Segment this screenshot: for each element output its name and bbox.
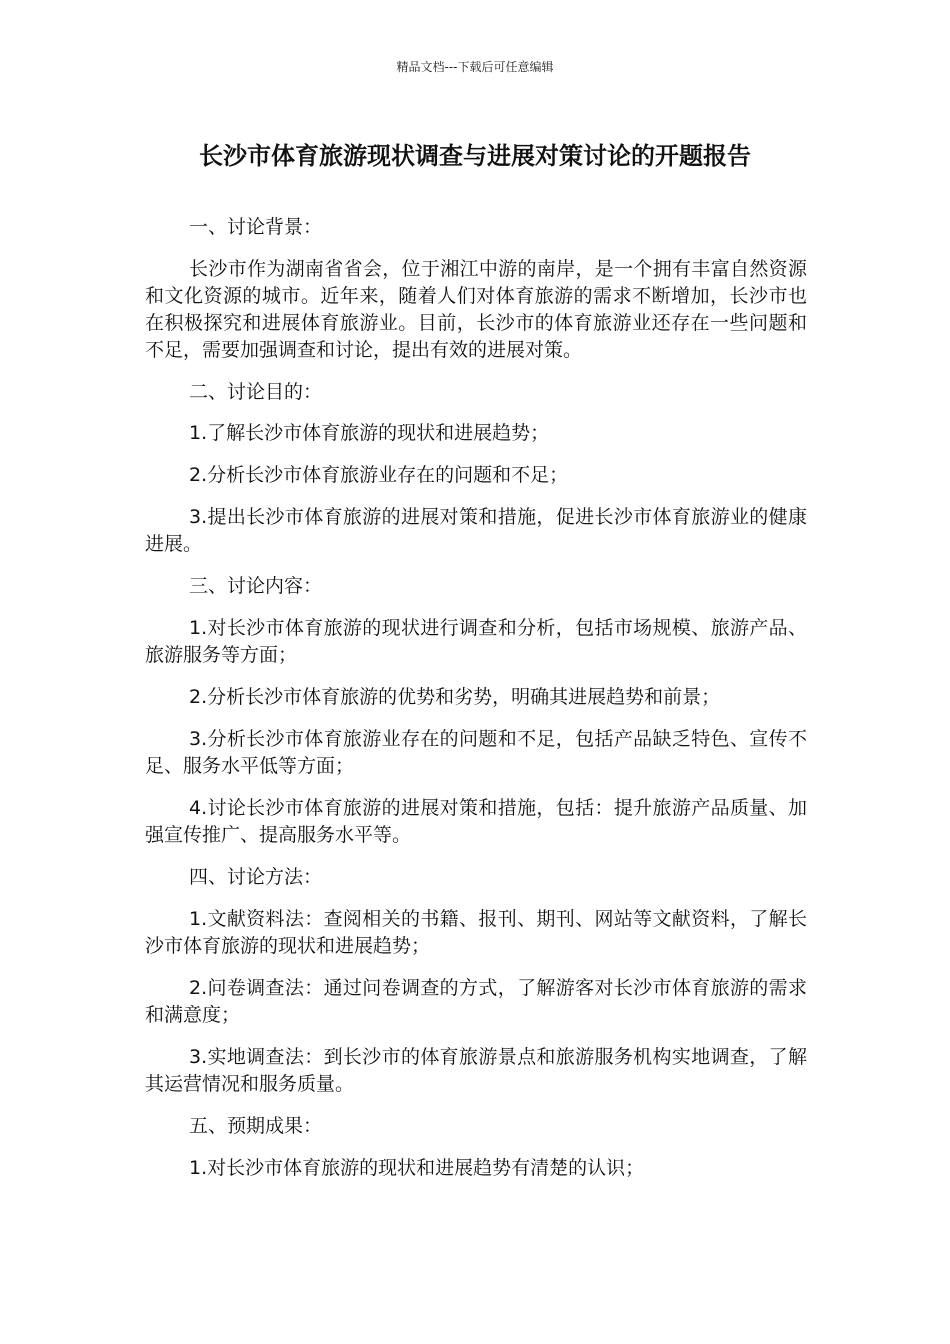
list-item-method-2: 2.问卷调查法：通过问卷调查的方式，了解游客对长沙市体育旅游的需求和满意度； <box>145 977 807 1026</box>
list-item-content-3: 3.分析长沙市体育旅游业存在的问题和不足，包括产品缺乏特色、宣传不足、服务水平低等方面； <box>145 728 807 777</box>
section-heading-methods: 四、讨论方法： <box>189 866 323 888</box>
list-item-purpose-3: 3.提出长沙市体育旅游的进展对策和措施，促进长沙市体育旅游业的健康进展。 <box>145 506 807 555</box>
list-item-method-1: 1.文献资料法：查阅相关的书籍、报刊、期刊、网站等文献资料，了解长沙市体育旅游的现状和进展趋势； <box>145 908 807 957</box>
section-heading-outcomes: 五、预期成果： <box>189 1115 323 1137</box>
section-heading-purpose: 二、讨论目的： <box>189 381 323 403</box>
list-item-purpose-1: 1.了解长沙市体育旅游的现状和进展趋势； <box>189 422 550 444</box>
list-item-purpose-2: 2.分析长沙市体育旅游业存在的问题和不足； <box>189 464 569 486</box>
list-item-outcome-1: 1.对长沙市体育旅游的现状和进展趋势有清楚的认识； <box>189 1157 645 1179</box>
list-item-method-3: 3.实地调查法：到长沙市的体育旅游景点和旅游服务机构实地调查，了解其运营情况和服务质量。 <box>145 1046 807 1095</box>
list-item-content-2: 2.分析长沙市体育旅游的优势和劣势，明确其进展趋势和前景； <box>189 686 721 708</box>
section-heading-content: 三、讨论内容： <box>189 575 323 597</box>
list-item-content-1: 1.对长沙市体育旅游的现状进行调查和分析，包括市场规模、旅游产品、旅游服务等方面； <box>145 617 807 666</box>
document-title: 长沙市体育旅游现状调查与进展对策讨论的开题报告 <box>199 142 751 170</box>
section-heading-background: 一、讨论背景： <box>189 216 323 238</box>
list-item-content-4: 4.讨论长沙市体育旅游的进展对策和措施，包括：提升旅游产品质量、加强宣传推广、提高服务水平等。 <box>145 797 807 846</box>
watermark-header: 精品文档---下载后可任意编辑 <box>396 60 554 74</box>
paragraph-background: 长沙市作为湖南省省会，位于湘江中游的南岸，是一个拥有丰富自然资源和文化资源的城市。近年来，随着人们对体育旅游的需求不断增加，长沙市也在积极探究和进展体育旅游业。目前，长沙市的体育旅游业还存在一些问题和不足，需要加强调查和讨论，提出有效的进展对策。 <box>145 258 807 361</box>
